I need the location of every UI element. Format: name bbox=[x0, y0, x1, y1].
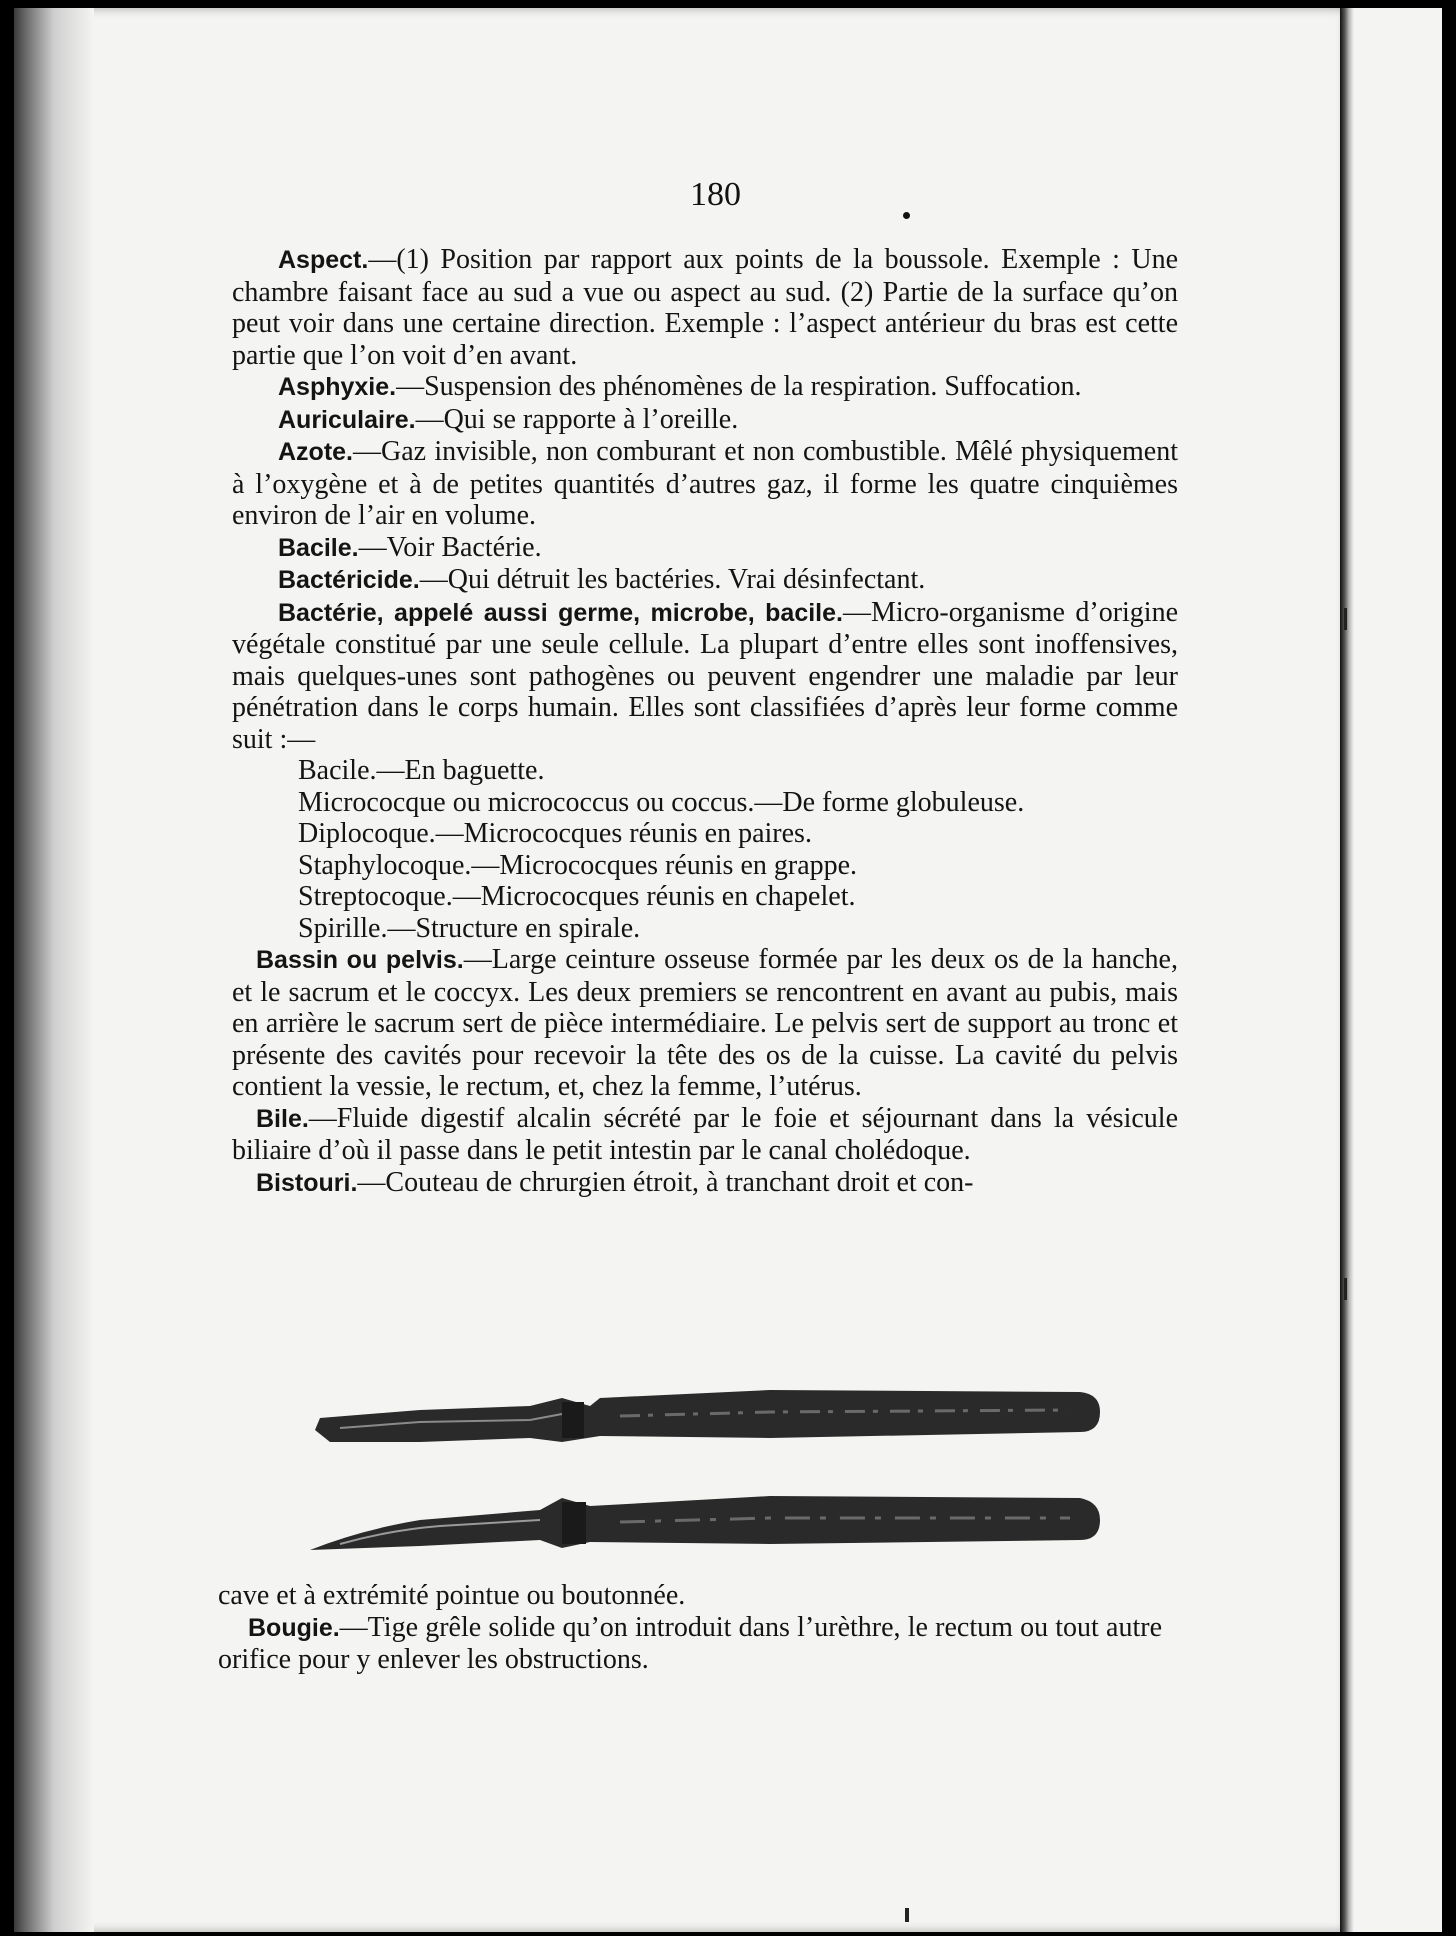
bacteria-type-list bbox=[232, 755, 1178, 944]
list-item: Spirille.—Structure en spirale. bbox=[298, 912, 641, 944]
glossary-entry bbox=[232, 1103, 1178, 1167]
entry-definition: —(1) Position par rapport aux points de la boussole. Exemple : Une chambre faisant face au sud a vue ou aspect au sud. (2) Partie de la surface qu’on peut voir dans une certaine direction. Exemple : l’aspect antérieur du bras est cette partie que l’on voit d’en avant. bbox=[232, 244, 1178, 371]
glossary-entry bbox=[232, 404, 1178, 437]
entry-definition: —Voir Bactérie. bbox=[358, 531, 542, 563]
glossary-entry bbox=[218, 1612, 1162, 1676]
glossary-entry bbox=[232, 1167, 1178, 1200]
page-number: 180 bbox=[690, 176, 741, 213]
entry-definition: —Fluide digestif alcalin sécrété par le foie et séjournant dans la vésicule biliaire d’où il passe dans le petit intestin par le canal cholédoque. bbox=[232, 1102, 1178, 1166]
page-gutter bbox=[14, 8, 94, 1932]
entry-definition: —Qui se rapporte à l’oreille. bbox=[415, 403, 739, 435]
entry-definition: —Qui détruit les bactéries. Vrai désinfectant. bbox=[419, 564, 926, 595]
entry-continuation: cave et à extrémité pointue ou boutonnée. bbox=[218, 1580, 686, 1611]
glossary-entry bbox=[232, 944, 1178, 1103]
entry-term: Bile. bbox=[256, 1104, 309, 1133]
entry-term: Asphyxie. bbox=[278, 373, 397, 401]
glossary-entry bbox=[232, 564, 1178, 597]
glossary-entry bbox=[232, 244, 1178, 371]
entry-term: Bactéricide. bbox=[278, 566, 420, 594]
entry-term: Bassin ou pelvis. bbox=[256, 946, 464, 974]
entry-term: Bougie. bbox=[248, 1613, 340, 1642]
entry-term: Azote. bbox=[278, 438, 353, 466]
entry-term: Bistouri. bbox=[256, 1168, 358, 1197]
entry-definition: —Micro-organisme d’origine végétale constitué par une seule cellule. La plupart d’entre elles sont inoffensives, mais quelques-unes sont pathogènes ou peuvent engendrer une maladie par leur pénétration dans le corps humain. Elles sont classifiées d’après leur forme comme suit :— bbox=[232, 596, 1178, 755]
entry-term: Aspect. bbox=[278, 246, 369, 274]
entry-definition: —Couteau de chrurgien étroit, à tranchant droit et con- bbox=[357, 1166, 974, 1198]
print-speck bbox=[903, 212, 910, 219]
entry-term: Bacile. bbox=[278, 533, 359, 562]
entry-definition: —Suspension des phénomènes de la respiration. Suffocation. bbox=[396, 371, 1082, 402]
glossary-entry bbox=[232, 436, 1178, 532]
entry-definition: —Tige grêle solide qu’on introduit dans l’urèthre, le rectum ou tout autre orifice pour y enlever les obstructions. bbox=[218, 1611, 1162, 1675]
glossary-entry bbox=[232, 532, 1178, 565]
glossary-entry bbox=[232, 371, 1178, 404]
glossary-body bbox=[232, 244, 1178, 1199]
facing-page-edge bbox=[1340, 8, 1442, 1932]
glossary-entry bbox=[232, 597, 1178, 756]
list-item: Staphylocoque.—Micrococques réunis en grappe. bbox=[298, 849, 858, 881]
list-item: Bacile.—En baguette. bbox=[298, 755, 545, 786]
entry-definition: —Large ceinture osseuse formée par les deux os de la hanche, et le sacrum et le coccyx. Les deux premiers se rencontrent en avant au pubis, mais en arrière le sacrum sert de pièce intermédiaire. Le pelvis sert de support au tronc et présente des cavités pour recevoir la tête des os de la cuisse. La cavité du pelvis contient la vessie, le rectum, et, chez la femme, l’utérus. bbox=[232, 944, 1178, 1102]
list-item: Micrococque ou micrococcus ou coccus.—De forme globuleuse. bbox=[298, 786, 1025, 818]
list-item: Streptocoque.—Micrococques réunis en chapelet. bbox=[298, 881, 856, 912]
scalpel-illustration-icon bbox=[300, 1380, 1100, 1570]
scalpel-lower-icon bbox=[310, 1496, 1100, 1550]
print-mark bbox=[905, 1908, 909, 1922]
glossary-body-continued bbox=[218, 1580, 1162, 1676]
list-item: Diplocoque.—Micrococques réunis en paires. bbox=[298, 818, 812, 849]
entry-definition: —Gaz invisible, non comburant et non combustible. Mêlé physiquement à l’oxygène et à de petites quantités d’autres gaz, il forme les quatre cinquièmes environ de l’air en volume. bbox=[232, 436, 1178, 531]
scalpel-upper-icon bbox=[315, 1390, 1100, 1442]
entry-term: Auriculaire. bbox=[278, 405, 416, 434]
entry-term: Bactérie, appelé aussi germe, microbe, bacile. bbox=[278, 598, 843, 627]
